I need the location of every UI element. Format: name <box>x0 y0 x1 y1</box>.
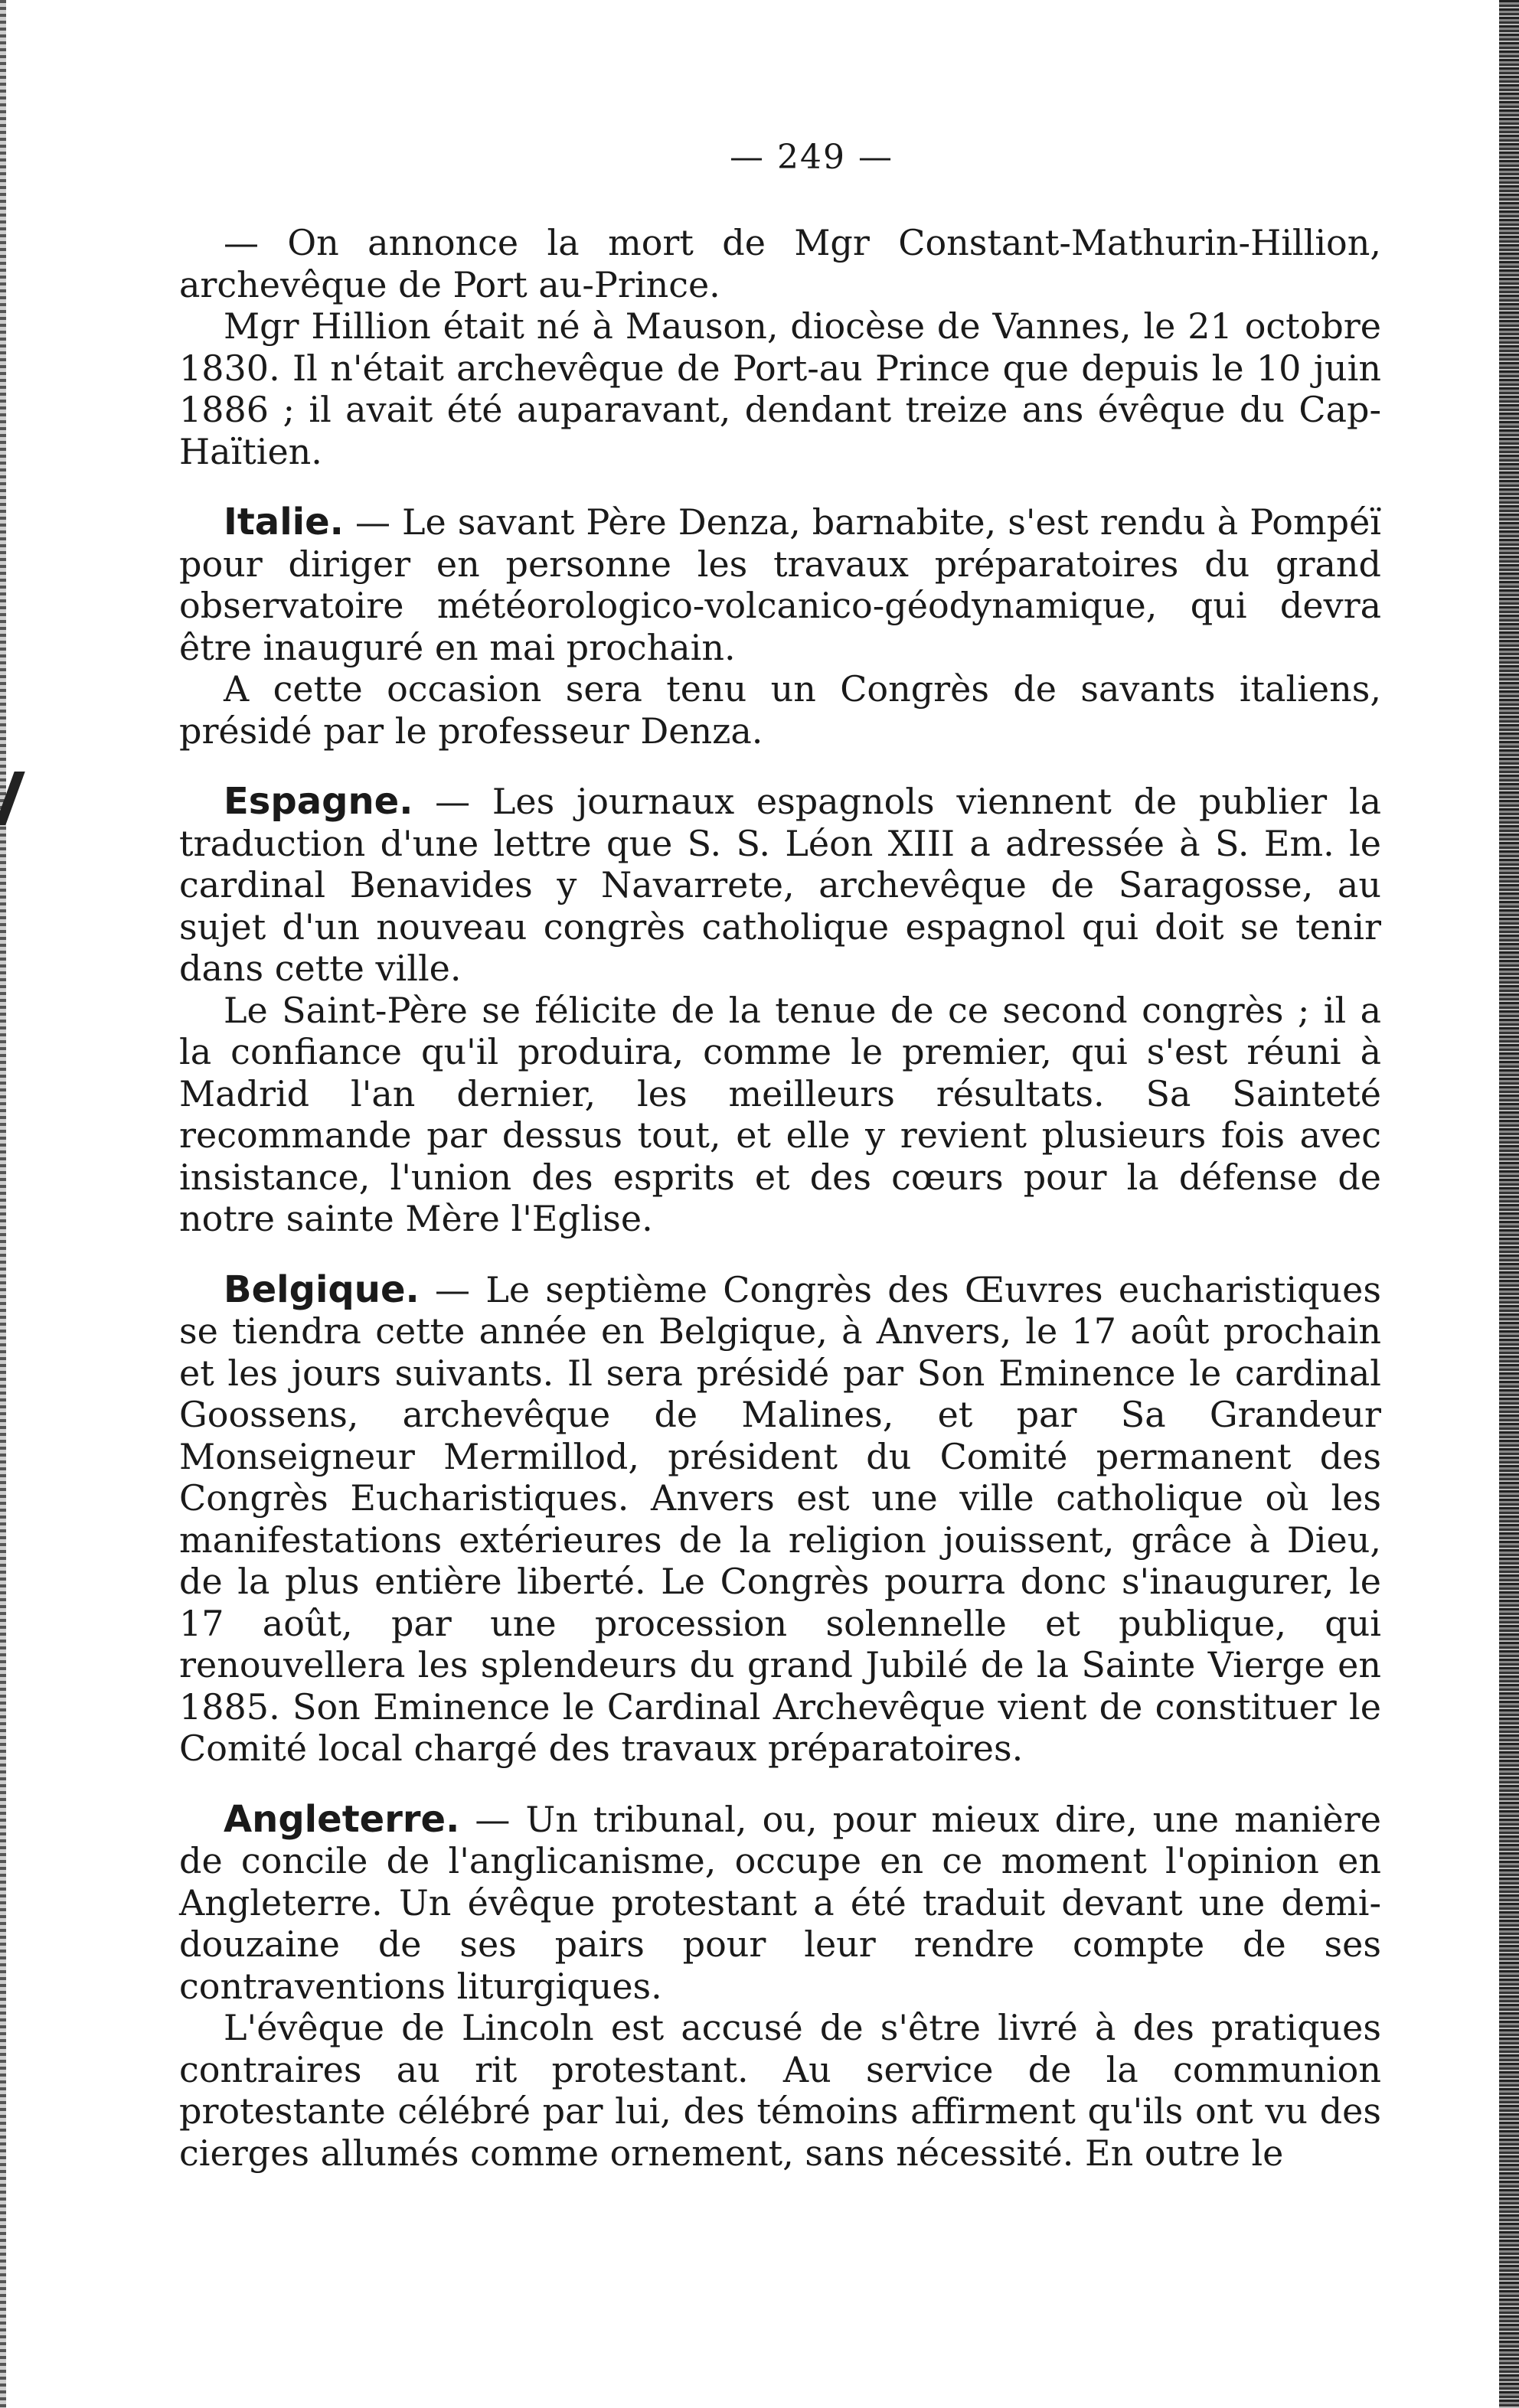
section-mgr-hillion <box>179 222 1381 472</box>
section-belgique <box>179 1269 1381 1770</box>
paragraph-text: — Le savant Père Denza, barnabite, s'est rendu à Pompéï pour diriger en personne les travaux préparatoires du grand observatoire météorologico-volcanico-géodynamique, qui devra être inauguré en mai prochain. <box>179 501 1381 668</box>
paragraph <box>179 501 1381 668</box>
page-edge-left <box>0 0 6 2408</box>
article-body <box>179 222 1381 2174</box>
country-heading: Italie. <box>224 501 344 543</box>
paragraph-text: — Le septième Congrès des Œuvres eucharistiques se tiendra cette année en Belgique, à Anvers, le 17 août prochain et les jours suivants. Il sera présidé par Son Eminence le cardinal Goossens, archevêque de Malines, et par Sa Grandeur Monseigneur Mermillod, président du Comité permanent des Congrès Eucharistiques. Anvers est une ville catholique où les manifestations extérieures de la religion jouissent, grâce à Dieu, de la plus entière liberté. Le Congrès pourra donc s'inaugurer, le 17 août, par une procession solennelle et publique, qui renouvellera les splendeurs du grand Jubilé de la Sainte Vierge en 1885. Son Eminence le Cardinal Archevêque vient de constituer le Comité local chargé des travaux préparatoires. <box>179 1268 1381 1769</box>
section-espagne <box>179 781 1381 1240</box>
country-heading: Espagne. <box>224 780 413 823</box>
paragraph: A cette occasion sera tenu un Congrès de savants italiens, présidé par le professeur Denza. <box>179 668 1381 752</box>
paragraph: Le Saint-Père se félicite de la tenue de ce second congrès ; il a la confiance qu'il produira, comme le premier, qui s'est réuni à Madrid l'an dernier, les meilleurs résultats. Sa Sainteté recommande par dessus tout, et elle y revient plusieurs fois avec insistance, l'union des esprits et des cœurs pour la défense de notre sainte Mère l'Eglise. <box>179 989 1381 1239</box>
section-italie <box>179 501 1381 752</box>
paragraph: — On annonce la mort de Mgr Constant-Mathurin-Hillion, archevêque de Port au-Prince. <box>179 222 1381 305</box>
paragraph-text: — Les journaux espagnols viennent de publier la traduction d'une lettre que S. S. Léon XIII a adressée à S. Em. le cardinal Benavides y Navarrete, archevêque de Saragosse, au sujet d'un nouveau congrès catholique espagnol qui doit se tenir dans cette ville. <box>179 781 1381 989</box>
page-edge-right <box>1499 0 1519 2408</box>
country-heading: Angleterre. <box>224 1797 460 1841</box>
paragraph <box>179 781 1381 990</box>
page-number: — 249 — <box>730 138 893 177</box>
section-angleterre <box>179 1799 1381 2175</box>
paragraph: L'évêque de Lincoln est accusé de s'être livré à des pratiques contraires au rit protestant. Au service de la communion protestante célébré par lui, des témoins affirment qu'ils ont vu des cierges allumés comme ornement, sans nécessité. En outre le <box>179 2007 1381 2174</box>
paragraph: Mgr Hillion était né à Mauson, diocèse de Vannes, le 21 octobre 1830. Il n'était archevêque de Port-au Prince que depuis le 10 juin 1886 ; il avait été auparavant, dendant treize ans évêque du Cap-Haïtien. <box>179 305 1381 472</box>
paragraph <box>179 1269 1381 1770</box>
paragraph-text: — Un tribunal, ou, pour mieux dire, une manière de concile de l'anglicanisme, occupe en ce moment l'opinion en Angleterre. Un évêque protestant a été traduit devant une demi-douzaine de ses pairs pour leur rendre compte de ses contraventions liturgiques. <box>179 1798 1381 2007</box>
paragraph <box>179 1799 1381 2008</box>
country-heading: Belgique. <box>224 1268 420 1311</box>
